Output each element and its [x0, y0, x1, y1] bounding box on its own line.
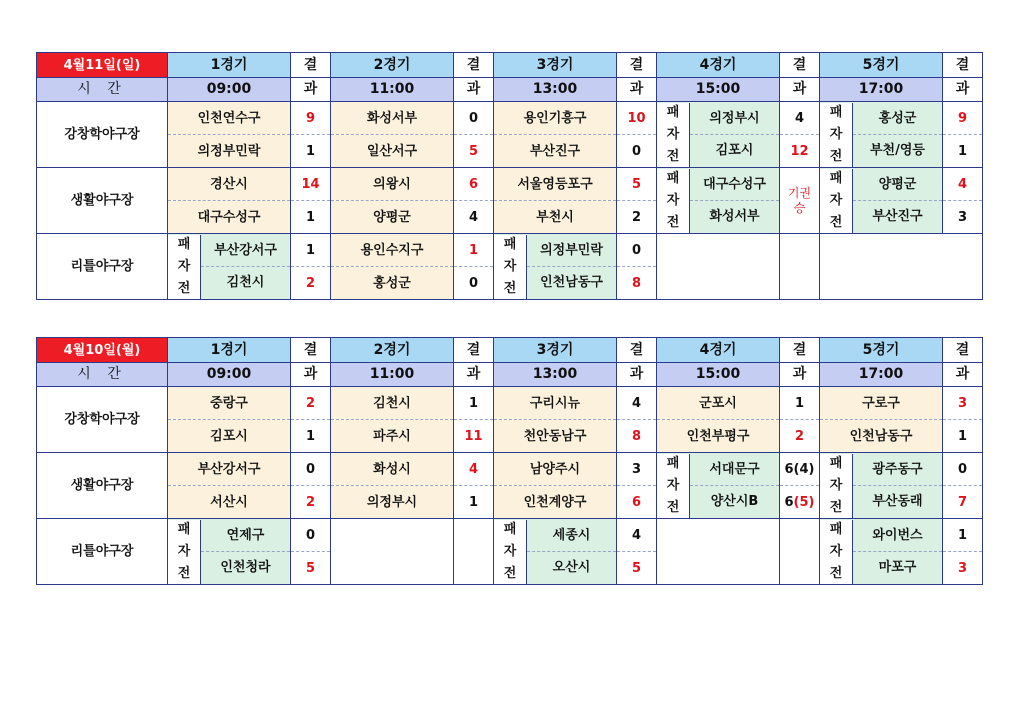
- loser-bracket-cell: [168, 519, 291, 585]
- result-header-bottom: 과: [780, 78, 820, 102]
- team-cell: [168, 486, 291, 519]
- team-name: 광주동구: [853, 454, 942, 487]
- schedule-table-apr11: [36, 52, 982, 300]
- loser-bracket-box: [494, 235, 616, 299]
- team-cell: [494, 201, 617, 234]
- loser-bracket-char: 전: [666, 214, 680, 230]
- loser-bracket-cell: [657, 102, 780, 168]
- loser-bracket-cell: [820, 453, 943, 519]
- team-cell: [657, 420, 780, 453]
- loser-bracket-char: 패: [503, 521, 517, 537]
- forfeit-text: 기권: [787, 185, 812, 200]
- loser-bracket-char: 자: [829, 543, 843, 559]
- team-name: 부산동래: [872, 494, 923, 510]
- score-main: 6: [784, 494, 794, 510]
- score-cell: [780, 486, 820, 519]
- team-cell: [331, 453, 454, 486]
- loser-bracket-char: 패: [829, 104, 843, 120]
- team-name: 연제구: [201, 520, 290, 553]
- venue-name: 생활야구장: [37, 168, 168, 234]
- result-header-bottom: 과: [780, 363, 820, 387]
- loser-bracket-box: [657, 169, 779, 233]
- result-header-top: 결: [291, 53, 331, 78]
- team-stack: [201, 520, 290, 584]
- loser-bracket-char: 전: [666, 148, 680, 164]
- score-cell: 8: [617, 267, 657, 300]
- loser-bracket-char: 전: [177, 280, 191, 296]
- schedule-grid: [36, 52, 983, 300]
- team-name: 인천연수구: [197, 110, 261, 126]
- team-name: 김천시: [373, 395, 411, 411]
- score-cell: 9: [943, 102, 983, 135]
- game-time: 15:00: [657, 363, 780, 387]
- team-name: 마포구: [878, 560, 917, 576]
- loser-bracket-box: [820, 103, 942, 167]
- team-cell: [494, 486, 617, 519]
- score-cell: 4: [454, 453, 494, 486]
- loser-bracket-cell: [657, 453, 780, 519]
- loser-bracket-char: 패: [503, 236, 517, 252]
- loser-bracket-box: [494, 520, 616, 584]
- score-cell: 2: [780, 420, 820, 453]
- team-cell: [331, 168, 454, 201]
- team-name: 인천청라: [220, 560, 271, 576]
- score-pk: (5): [793, 494, 815, 510]
- team-name: 인천부평구: [686, 428, 750, 444]
- team-name: 구로구: [862, 395, 900, 411]
- team-name: 화성서부: [709, 209, 760, 225]
- score-cell: 5: [291, 552, 331, 585]
- team-name: 와이번스: [853, 520, 942, 553]
- team-name: 서울영등포구: [517, 176, 593, 192]
- score-cell: 0: [617, 135, 657, 168]
- team-cell: [331, 102, 454, 135]
- score-cell: 8: [617, 420, 657, 453]
- loser-bracket-char: 자: [503, 258, 517, 274]
- loser-bracket-label: [820, 520, 853, 584]
- team-stack: [527, 235, 616, 299]
- score-cell: 0: [291, 453, 331, 486]
- team-cell: [331, 420, 454, 453]
- header-row-times: [37, 363, 983, 387]
- game-label: 5경기: [820, 338, 943, 363]
- loser-bracket-char: 전: [503, 565, 517, 581]
- time-label: 시 간: [37, 363, 168, 387]
- team-cell: [331, 486, 454, 519]
- team-name: 인천남동구: [849, 428, 913, 444]
- score-cell: 1: [454, 387, 494, 420]
- venue-row-top: [37, 168, 983, 201]
- loser-bracket-box: [820, 520, 942, 584]
- team-cell: [168, 102, 291, 135]
- game-time: 11:00: [331, 363, 454, 387]
- score-cell: 6(4): [780, 453, 820, 486]
- team-cell: [168, 453, 291, 486]
- score-cell: 2: [291, 267, 331, 300]
- loser-bracket-char: 자: [829, 126, 843, 142]
- venue-row-bottom: [37, 420, 983, 453]
- empty-result: [780, 234, 820, 300]
- loser-bracket-cell: [820, 102, 943, 168]
- team-name: 의정부민락: [527, 235, 616, 268]
- team-stack: [853, 103, 942, 167]
- game-time: 15:00: [657, 78, 780, 102]
- schedule-grid: [36, 337, 983, 585]
- score-cell: 1: [454, 234, 494, 267]
- loser-bracket-char: 자: [666, 126, 680, 142]
- team-name: 천안동남구: [523, 428, 587, 444]
- loser-bracket-label: [820, 169, 853, 233]
- team-name: 양산시B: [710, 494, 759, 510]
- team-name: 김포시: [210, 428, 248, 444]
- score-cell: 3: [617, 453, 657, 486]
- score-cell: 6: [454, 168, 494, 201]
- loser-bracket-char: 자: [829, 192, 843, 208]
- loser-bracket-box: [820, 169, 942, 233]
- loser-bracket-cell: [494, 519, 617, 585]
- game-label: 3경기: [494, 53, 617, 78]
- team-cell: [494, 453, 617, 486]
- score-cell: 0: [943, 453, 983, 486]
- loser-bracket-char: 패: [177, 236, 191, 252]
- team-cell: [494, 387, 617, 420]
- team-cell: [494, 168, 617, 201]
- loser-bracket-char: 패: [829, 170, 843, 186]
- score-cell: 1: [291, 420, 331, 453]
- game-time: 13:00: [494, 78, 617, 102]
- loser-bracket-cell: [820, 168, 943, 234]
- team-cell: [168, 135, 291, 168]
- date-cell: 4월11일(일): [37, 53, 168, 78]
- loser-bracket-label: [820, 454, 853, 518]
- empty-slot: [657, 519, 780, 585]
- score-cell: 4: [780, 102, 820, 135]
- result-header-bottom: 과: [943, 363, 983, 387]
- result-header-top: 결: [943, 53, 983, 78]
- team-name: 오산시: [552, 560, 591, 576]
- team-name: 화성서부: [366, 110, 418, 126]
- loser-bracket-char: 전: [829, 499, 843, 515]
- loser-bracket-box: [820, 454, 942, 518]
- score-cell: 9: [291, 102, 331, 135]
- loser-bracket-box: [168, 520, 290, 584]
- team-name: 부산진구: [872, 209, 923, 225]
- venue-row-top: [37, 387, 983, 420]
- score-cell: 5: [617, 552, 657, 585]
- team-name: 의정부시: [366, 494, 418, 510]
- loser-bracket-char: 전: [829, 565, 843, 581]
- team-cell: [168, 420, 291, 453]
- team-name: 화성시: [373, 461, 411, 477]
- game-label: 1경기: [168, 338, 291, 363]
- venue-name: 강창학야구장: [37, 387, 168, 453]
- team-name: 의정부민락: [197, 143, 261, 159]
- score-cell: 1: [943, 135, 983, 168]
- team-cell: [331, 201, 454, 234]
- loser-bracket-cell: [820, 519, 943, 585]
- score-cell: 1: [943, 420, 983, 453]
- game-label: 1경기: [168, 53, 291, 78]
- team-cell: [820, 387, 943, 420]
- team-name: 김천시: [226, 275, 265, 291]
- team-name: 중랑구: [210, 395, 248, 411]
- loser-bracket-char: 전: [829, 214, 843, 230]
- team-name: 홍성군: [373, 275, 411, 291]
- empty-slot: [820, 234, 983, 300]
- result-header-bottom: 과: [454, 78, 494, 102]
- game-label: 5경기: [820, 53, 943, 78]
- team-name: 구리시뉴: [529, 395, 581, 411]
- venue-row-top: [37, 234, 983, 267]
- team-name: 파주시: [373, 428, 411, 444]
- loser-bracket-label: [657, 454, 690, 518]
- score-cell: 0: [617, 234, 657, 267]
- loser-bracket-cell: [168, 234, 291, 300]
- score-cell: 4: [617, 387, 657, 420]
- team-name: 의왕시: [373, 176, 411, 192]
- team-cell: [331, 234, 454, 267]
- team-name: 대구수성구: [197, 209, 261, 225]
- header-row-games: [37, 338, 983, 363]
- score-cell: 2: [291, 387, 331, 420]
- result-header-top: 결: [291, 338, 331, 363]
- team-name: 서대문구: [690, 454, 779, 487]
- team-cell: [331, 135, 454, 168]
- team-name: 인천남동구: [540, 275, 603, 291]
- venue-name: 리틀야구장: [37, 519, 168, 585]
- game-time: 13:00: [494, 363, 617, 387]
- team-cell: [331, 387, 454, 420]
- loser-bracket-char: 전: [177, 565, 191, 581]
- result-header-top: 결: [780, 53, 820, 78]
- team-name: 의정부시: [690, 103, 779, 136]
- empty-slot: [657, 234, 780, 300]
- score-cell: 1: [454, 486, 494, 519]
- loser-bracket-char: 자: [177, 543, 191, 559]
- team-cell: [331, 267, 454, 300]
- team-cell: [820, 420, 943, 453]
- venue-row-top: [37, 519, 983, 552]
- score-cell: 1: [943, 519, 983, 552]
- score-cell: 0: [454, 102, 494, 135]
- game-time: 17:00: [820, 78, 943, 102]
- date-cell: 4월10일(월): [37, 338, 168, 363]
- game-time: 09:00: [168, 78, 291, 102]
- team-name: 세종시: [527, 520, 616, 553]
- forfeit-cell: [780, 168, 820, 234]
- loser-bracket-char: 자: [666, 192, 680, 208]
- team-name: 부산강서구: [201, 235, 290, 268]
- result-header-bottom: 과: [291, 78, 331, 102]
- venue-row-top: [37, 102, 983, 135]
- loser-bracket-char: 자: [666, 477, 680, 493]
- team-name: 부산강서구: [197, 461, 261, 477]
- venue-name: 강창학야구장: [37, 102, 168, 168]
- score-cell: 3: [943, 387, 983, 420]
- score-cell: 11: [454, 420, 494, 453]
- score-cell: 5: [454, 135, 494, 168]
- loser-bracket-label: [657, 169, 690, 233]
- result-header-bottom: 과: [617, 78, 657, 102]
- forfeit-text: 승: [793, 200, 806, 215]
- result-header-top: 결: [454, 338, 494, 363]
- team-stack: [853, 454, 942, 518]
- forfeit-label: [780, 186, 819, 216]
- score-cell: 7: [943, 486, 983, 519]
- team-stack: [201, 235, 290, 299]
- empty-result: [454, 519, 494, 585]
- team-cell: [494, 135, 617, 168]
- loser-bracket-box: [168, 235, 290, 299]
- time-label: 시 간: [37, 78, 168, 102]
- team-name: 용인기흥구: [523, 110, 587, 126]
- game-label: 4경기: [657, 338, 780, 363]
- schedule-table-apr10: [36, 337, 982, 585]
- score-cell: 1: [291, 201, 331, 234]
- score-cell: 2: [617, 201, 657, 234]
- venue-row-top: [37, 453, 983, 486]
- team-stack: [690, 169, 779, 233]
- score-cell: 2: [291, 486, 331, 519]
- team-name: 홍성군: [853, 103, 942, 136]
- team-name: 부천시: [536, 209, 574, 225]
- game-label: 4경기: [657, 53, 780, 78]
- score-cell: 0: [291, 519, 331, 552]
- team-name: 양평군: [373, 209, 411, 225]
- loser-bracket-label: [657, 103, 690, 167]
- team-name: 김포시: [715, 143, 754, 159]
- venue-name: 생활야구장: [37, 453, 168, 519]
- loser-bracket-label: [168, 235, 201, 299]
- header-row-games: [37, 53, 983, 78]
- empty-result: [780, 519, 820, 585]
- team-name: 서산시: [210, 494, 248, 510]
- team-cell: [494, 420, 617, 453]
- loser-bracket-label: [494, 520, 527, 584]
- team-name: 용인수지구: [360, 242, 424, 258]
- loser-bracket-label: [820, 103, 853, 167]
- loser-bracket-char: 패: [666, 455, 680, 471]
- team-name: 부천/영등: [870, 143, 925, 159]
- team-stack: [690, 103, 779, 167]
- team-name: 남양주시: [529, 461, 581, 477]
- team-stack: [690, 454, 779, 518]
- loser-bracket-char: 전: [666, 499, 680, 515]
- loser-bracket-char: 전: [829, 148, 843, 164]
- game-label: 2경기: [331, 53, 454, 78]
- result-header-bottom: 과: [454, 363, 494, 387]
- loser-bracket-char: 패: [177, 521, 191, 537]
- team-name: 군포시: [699, 395, 737, 411]
- empty-slot: [331, 519, 454, 585]
- score-cell: 4: [454, 201, 494, 234]
- loser-bracket-cell: [494, 234, 617, 300]
- team-name: 일산서구: [366, 143, 418, 159]
- result-header-top: 결: [617, 53, 657, 78]
- team-cell: [168, 201, 291, 234]
- game-time: 17:00: [820, 363, 943, 387]
- result-header-bottom: 과: [617, 363, 657, 387]
- result-header-top: 결: [617, 338, 657, 363]
- loser-bracket-box: [657, 103, 779, 167]
- score-cell: 1: [780, 387, 820, 420]
- team-name: 대구수성구: [690, 169, 779, 202]
- loser-bracket-char: 자: [177, 258, 191, 274]
- game-time: 11:00: [331, 78, 454, 102]
- header-row-times: [37, 78, 983, 102]
- score-cell: 12: [780, 135, 820, 168]
- result-header-top: 결: [943, 338, 983, 363]
- result-header-top: 결: [454, 53, 494, 78]
- loser-bracket-label: [494, 235, 527, 299]
- result-header-bottom: 과: [943, 78, 983, 102]
- loser-bracket-char: 패: [829, 521, 843, 537]
- team-name: 경산시: [210, 176, 248, 192]
- score-cell: 3: [943, 201, 983, 234]
- score-cell: 4: [617, 519, 657, 552]
- score-cell: 14: [291, 168, 331, 201]
- team-stack: [853, 169, 942, 233]
- team-cell: [657, 387, 780, 420]
- result-header-top: 결: [780, 338, 820, 363]
- loser-bracket-char: 자: [503, 543, 517, 559]
- game-time: 09:00: [168, 363, 291, 387]
- loser-bracket-char: 자: [829, 477, 843, 493]
- loser-bracket-char: 패: [829, 455, 843, 471]
- loser-bracket-cell: [657, 168, 780, 234]
- team-stack: [527, 520, 616, 584]
- team-cell: [494, 102, 617, 135]
- loser-bracket-char: 패: [666, 104, 680, 120]
- team-name: 양평군: [853, 169, 942, 202]
- loser-bracket-label: [168, 520, 201, 584]
- score-cell: 6: [617, 486, 657, 519]
- score-cell: 1: [291, 135, 331, 168]
- score-cell: 1: [291, 234, 331, 267]
- result-header-bottom: 과: [291, 363, 331, 387]
- team-stack: [853, 520, 942, 584]
- team-cell: [168, 168, 291, 201]
- team-name: 부산진구: [529, 143, 581, 159]
- game-label: 2경기: [331, 338, 454, 363]
- score-cell: 10: [617, 102, 657, 135]
- score-cell: 3: [943, 552, 983, 585]
- loser-bracket-box: [657, 454, 779, 518]
- loser-bracket-char: 패: [666, 170, 680, 186]
- venue-name: 리틀야구장: [37, 234, 168, 300]
- score-cell: 4: [943, 168, 983, 201]
- team-cell: [168, 387, 291, 420]
- game-label: 3경기: [494, 338, 617, 363]
- loser-bracket-char: 전: [503, 280, 517, 296]
- score-cell: 0: [454, 267, 494, 300]
- team-name: 인천계양구: [523, 494, 587, 510]
- score-cell: 5: [617, 168, 657, 201]
